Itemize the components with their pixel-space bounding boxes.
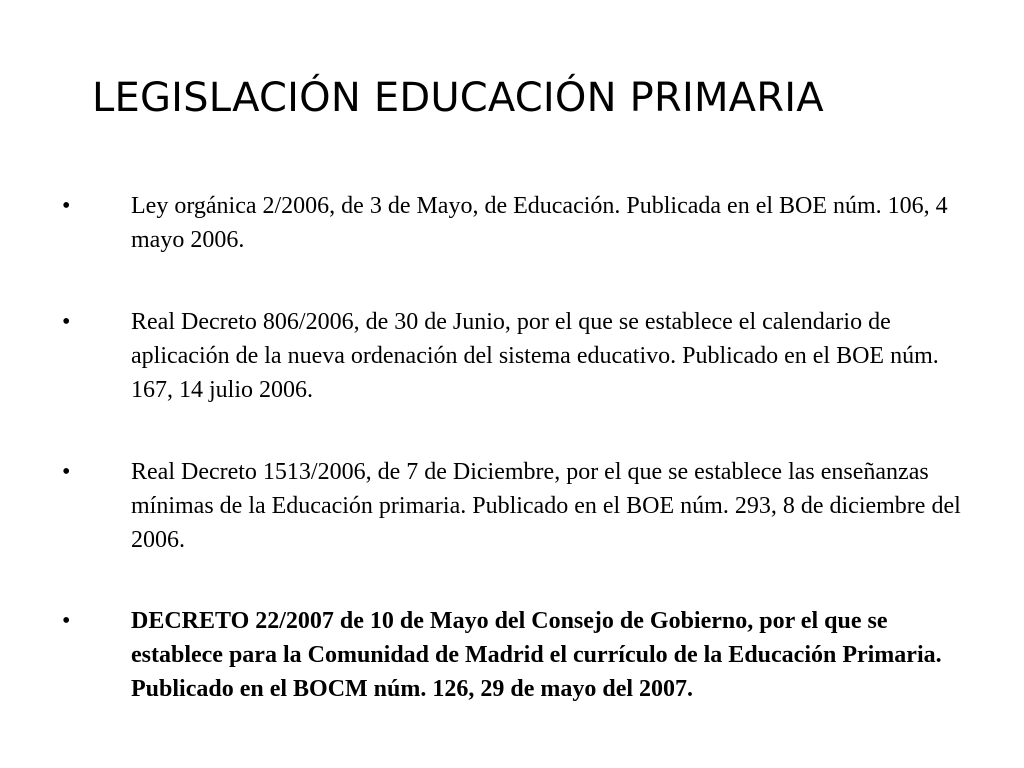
bullet-icon: • [62,309,71,335]
bullet-icon: • [62,193,71,219]
bullet-icon: • [62,459,71,485]
slide-title: LEGISLACIÓN EDUCACIÓN PRIMARIA [92,75,824,121]
list-item-text: DECRETO 22/2007 de 10 de Mayo del Consejo de Gobierno, por el que se establece para la Comunidad de Madrid el currículo de la Educación Primaria. Publicado en el BOCM núm. 126, 29 de mayo del 2007. [131,608,942,702]
list-item-text: Real Decreto 1513/2006, de 7 de Diciembre, por el que se establece las enseñanzas mínimas de la Educación primaria. Publicado en el BOE núm. 293, 8 de diciembre del 2006. [131,459,961,553]
bullet-icon: • [62,608,71,634]
list-item-text: Real Decreto 806/2006, de 30 de Junio, por el que se establece el calendario de aplicación de la nueva ordenación del sistema educativo. Publicado en el BOE núm. 167, 14 julio 2006. [131,309,939,403]
list-item-text: Ley orgánica 2/2006, de 3 de Mayo, de Educación. Publicada en el BOE núm. 106, 4 mayo 2006. [131,193,948,253]
